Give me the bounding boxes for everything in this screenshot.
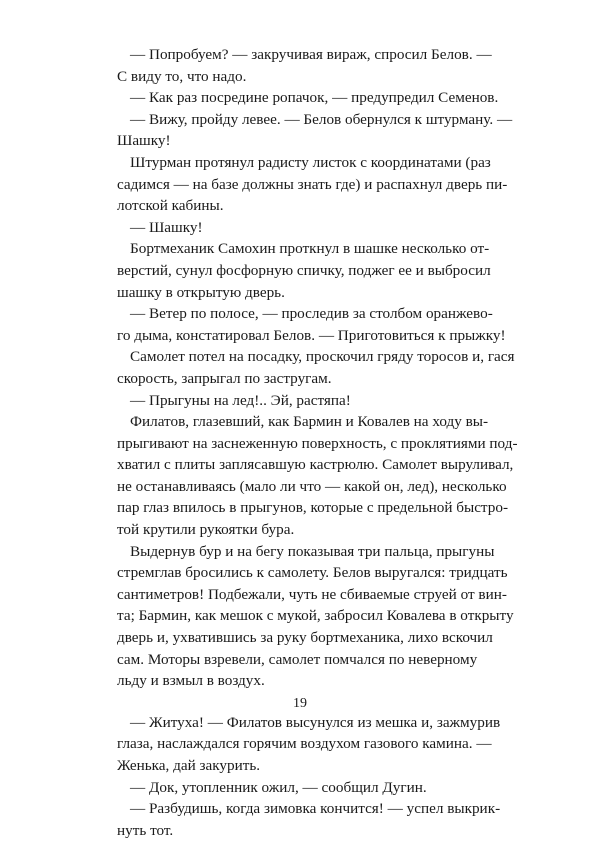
text-line: — Шашку!: [130, 218, 203, 236]
text-line: Выдернув бур и на бегу показывая три пальца, прыгуны: [130, 542, 495, 560]
text-line: скорость, запрыгал по застругам.: [117, 369, 332, 387]
text-line: — Попробуем? — закручивая вираж, спросил Белов. —: [130, 46, 492, 63]
text-line: льду и взмыл в воздух.: [117, 672, 265, 690]
paragraph: [117, 798, 501, 841]
text-line: глаза, наслаждался горячим воздухом газового камина. —: [117, 735, 492, 753]
text-line: — Вижу, пройду левее. — Белов обернулся к штурману. —: [130, 110, 513, 128]
text-line: верстий, сунул фосфорную спичку, поджег ее и выбросил: [117, 261, 491, 279]
text-line: — Прыгуны на лед!.. Эй, растяпа!: [130, 391, 351, 409]
text-line: Бортмеханик Самохин проткнул в шашке несколько от-: [130, 240, 490, 258]
text-line: не останавливаясь (мало ли что — какой он, лед), несколько: [117, 477, 507, 495]
text-line: садимся — на базе должны знать где) и распахнул дверь пи-: [117, 175, 508, 193]
text-line: — Разбудишь, когда зимовка кончится! — успел выкрик-: [130, 800, 501, 818]
text-line: Филатов, глазевший, как Бармин и Ковалев на ходу вы-: [130, 413, 489, 431]
text-line: сантиметров! Подбежали, чуть не сбиваемые струей от вин-: [117, 585, 507, 603]
page-body-text: [117, 44, 518, 841]
text-line: Женька, дай закурить.: [117, 757, 261, 774]
text-line: лотской кабины.: [117, 197, 224, 215]
text-line: пар глаз впилось в прыгунов, которые с предельной быстро-: [117, 499, 509, 517]
paragraph: [117, 346, 515, 389]
text-line: — Ветер по полосе, — проследив за столбом оранжево-: [130, 305, 493, 323]
text-line: нуть тот.: [117, 821, 174, 839]
text-section-1: [117, 44, 518, 692]
paragraph: [117, 238, 491, 303]
text-line: С виду то, что надо.: [117, 67, 247, 85]
text-line: Штурман протянул радисту листок с координатами (раз: [130, 153, 491, 171]
text-line: той крутили рукоятки бура.: [117, 521, 295, 539]
text-line: Самолет потел на посадку, проскочил гряду торосов и, гася: [130, 348, 515, 366]
paragraph: [117, 541, 514, 692]
text-section-2: [117, 712, 501, 841]
text-line: прыгивают на заснеженную поверхность, с проклятиями под-: [117, 434, 518, 452]
text-line: — Как раз посредине ропачок, — предупредил Семенов.: [130, 89, 499, 107]
paragraph: [117, 109, 513, 152]
paragraph: [117, 303, 506, 346]
text-line: — Док, утопленник ожил, — сообщил Дугин.: [130, 778, 427, 796]
paragraph: [117, 44, 492, 87]
text-line: та; Бармин, как мешок с мукой, забросил Ковалева в открыту: [117, 607, 514, 625]
text-line: дверь и, ухватившись за руку бортмеханика, лихо вскочил: [117, 629, 493, 647]
page-number: 19: [293, 696, 307, 711]
paragraph: [117, 777, 471, 799]
paragraph: [117, 390, 471, 412]
text-line: Шашку!: [117, 132, 171, 150]
text-line: — Житуха! — Филатов высунулся из мешка и, зажмурив: [130, 713, 501, 731]
paragraph: [117, 411, 518, 541]
paragraph: [117, 87, 499, 109]
paragraph: [117, 152, 508, 217]
text-line: го дыма, констатировал Белов. — Приготовиться к прыжку!: [117, 326, 506, 344]
text-line: шашку в открытую дверь.: [117, 283, 285, 301]
text-line: сам. Моторы взревели, самолет помчался по неверному: [117, 650, 478, 668]
paragraph: [117, 712, 501, 777]
paragraph: [117, 217, 471, 239]
text-line: хватил с плиты заплясавшую кастрюлю. Самолет выруливал,: [117, 456, 514, 474]
text-line: стремглав бросились к самолету. Белов выругался: тридцать: [117, 564, 508, 582]
